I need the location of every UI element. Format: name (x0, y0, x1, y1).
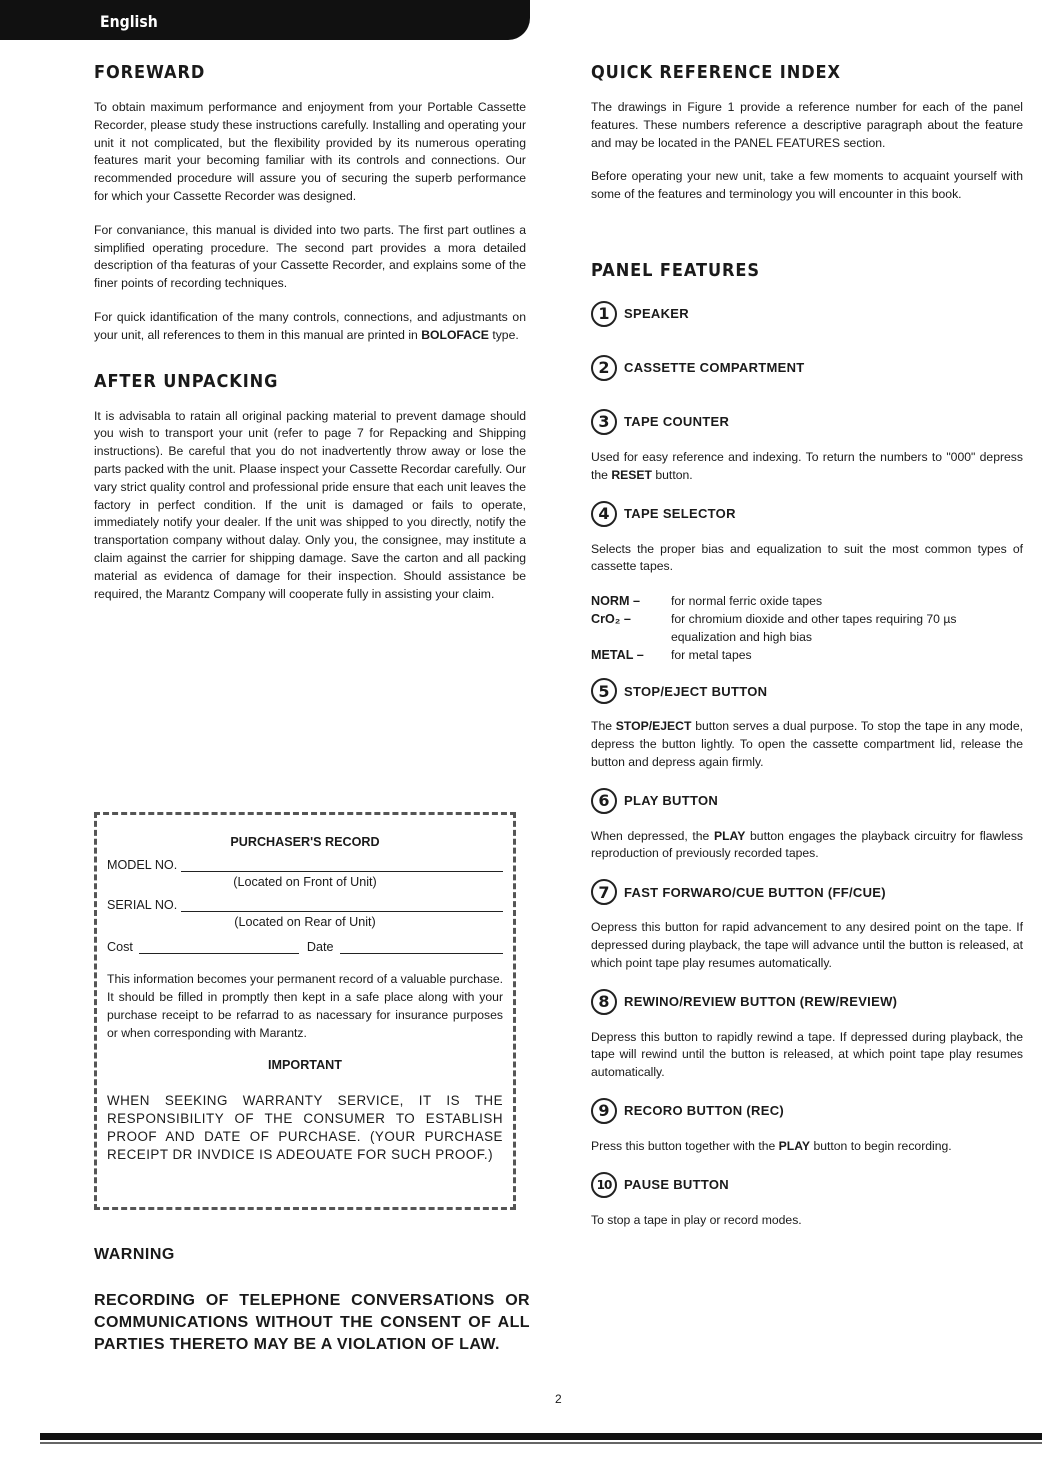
warranty-notice: WHEN SEEKING WARRANTY SERVICE, IT IS THE RESPONSIBILITY OF THE CONSUMER TO ESTABLISH PROOF AND DATE OF PURCHASE. (YOUR PURCHASE RECEIPT DR INVDICE IS ADEOUATE FOR SUCH PROOF.) (107, 1093, 503, 1162)
page-number: 2 (555, 1392, 562, 1406)
rewind-desc: Depress this button to rapidly rewind a tape. If depressed during playback, the tape will rewind until the button is released, at which point tape play resumes automatically. (591, 1029, 1023, 1080)
tape-key: METAL – (591, 648, 644, 663)
feature-label: TAPE COUNTER (624, 414, 730, 430)
play-term: PLAY (778, 1138, 811, 1153)
feature-record (591, 1098, 1023, 1124)
number-1-icon: 1 (591, 301, 617, 327)
serial-field (181, 897, 503, 912)
warning-block (94, 1246, 530, 1356)
number-8-icon: 8 (591, 989, 617, 1015)
tape-selector-desc: Selects the proper bias and equalization to suit the most common types of cassette tapes. (591, 541, 1023, 574)
record-title: PURCHASER'S RECORD (230, 835, 380, 849)
feature-cassette-compartment (591, 355, 1023, 381)
fast-forward-desc: Oepress this button for rapid advancement to any desired point on the tape. If depressed during playback, the tape will advance until the button is released, at which point tape play resumes automatically. (591, 920, 1023, 970)
feature-pause (591, 1172, 1023, 1198)
quick-reference-paragraph-2: Before operating your new unit, take a few moments to acquaint yourself with some of the features and terminology you will encounter in this book. (591, 169, 1023, 202)
panel-features-title: PANEL FEATURES (591, 259, 760, 281)
number-6-icon: 6 (591, 788, 617, 814)
model-field (181, 857, 503, 872)
language-tab (0, 0, 530, 40)
cost-date-row (107, 939, 503, 954)
play-term: PLAY (713, 828, 746, 843)
foreward-title: FOREWARD (94, 62, 206, 83)
left-column (94, 62, 526, 619)
stop-eject-desc (591, 718, 1023, 771)
feature-label: RECORO BUTTON (REC) (624, 1103, 785, 1119)
feature-fast-forward (591, 879, 1023, 905)
desc-text: The (591, 719, 613, 734)
number-5-icon: 5 (591, 678, 617, 704)
date-label: Date (306, 940, 334, 954)
feature-label: PLAY BUTTON (624, 793, 719, 809)
list-item (591, 646, 1023, 664)
serial-label: SERIAL NO. (107, 898, 178, 912)
foreward-paragraph-1: To obtain maximum performance and enjoyment from your Portable Cassette Recorder, please study these instructions carefully. Installing and operating your unit it not complicated, but the flexibility provided by its numerous operating features marit your becoming familiar with its controls and connections. Our recommended procedure will assure you of securing the superb performance for which your Cassette Recorder was designed. (94, 100, 526, 203)
stop-eject-term: STOP/EJECT (615, 719, 692, 734)
desc-text-end: button to begin recording. (813, 1138, 952, 1153)
model-row (107, 857, 503, 872)
desc-text: Press this button together with the (591, 1138, 776, 1153)
bottom-rule (40, 1433, 1042, 1440)
quick-reference-title: QUICK REFERENCE INDEX (591, 62, 841, 83)
number-10-icon: 10 (591, 1172, 617, 1198)
number-4-icon: 4 (591, 501, 617, 527)
number-2-icon: 2 (591, 355, 617, 381)
feature-label: TAPE SELECTOR (624, 506, 736, 522)
tape-type-list (591, 592, 1023, 664)
tape-key: NORM – (591, 594, 640, 609)
foreward-p3-text: For quick idantification of the many controls, connections, and adjustmants on your unit, all references to them in this manual are printed in (94, 309, 526, 342)
feature-label: REWINO/REVIEW BUTTON (REW/REVIEW) (624, 994, 898, 1010)
language-label: English (100, 12, 158, 31)
desc-text-end: button engages the playback circuitry for flawless reproduction of previously recorded tapes. (591, 828, 1024, 861)
model-label: MODEL NO. (107, 858, 178, 872)
reset-term: RESET (611, 467, 652, 482)
tape-key: CrO₂ – (591, 612, 631, 627)
cost-label: Cost (107, 940, 133, 954)
number-7-icon: 7 (591, 879, 617, 905)
feature-tape-selector (591, 501, 1023, 527)
feature-label: FAST FORWARO/CUE BUTTON (FF/CUE) (624, 884, 886, 900)
desc-text-end: button. (655, 467, 693, 482)
serial-row (107, 897, 503, 912)
bottom-rule-thin (40, 1442, 1042, 1444)
feature-speaker (591, 301, 1023, 327)
feature-label: PAUSE BUTTON (624, 1177, 729, 1193)
tape-value: for normal ferric oxide tapes (671, 594, 823, 609)
after-unpacking-paragraph: It is advisabla to ratain all original packing material to prevent damage should you wish to transport your unit (refer to page 7 for Repacking and Shipping instructions). Be careful that you do not inadvertently throw away or lose the parts packed with the unit. Plaase inspect your Cassette Recordar carefully. Our vary strict quality control and professional pride ensure that each unit leaves the factory in perfect condition. If the unit is damaged or fails to operate, immediately notify your dealer. If the unit was shipped to you directly, notify the transportation company without dalay. Only you, the consignee, may institute a claim against the carrier for shipping damage. Save the carton and all packing material as evidenca of damage for their inspection. Should assistance be required, the Marantz Company will cooperate fully in assisting your claim. (94, 408, 526, 601)
important-heading: IMPORTANT (268, 1058, 342, 1072)
feature-label: STOP/EJECT BUTTON (624, 683, 768, 699)
warning-title: WARNING (94, 1246, 175, 1263)
foreward-paragraph-2: For convaniance, this manual is divided into two parts. The first part outlines a simplified operating procedure. The second part provides a mora detailed description of tha featuras of your Cassette Recorder, and explains some of the finer points of recording techniques. (94, 222, 526, 291)
after-unpacking-title: AFTER UNPACKING (94, 370, 279, 392)
record-desc (591, 1138, 1023, 1156)
cost-field (139, 939, 299, 954)
number-9-icon: 9 (591, 1098, 617, 1124)
date-field (340, 939, 503, 954)
feature-stop-eject (591, 678, 1023, 704)
quick-reference-paragraph-1: The drawings in Figure 1 provide a reference number for each of the panel features. These numbers reference a descriptive paragraph about the feature and may be located in the PANEL FEATURES section. (591, 100, 1023, 150)
list-item (591, 592, 1023, 610)
feature-rewind (591, 989, 1023, 1015)
desc-text-end: button serves a dual purpose. To stop the tape in any mode, depress the button lightly. To open the cassette compartment lid, release the button and depress again firmly. (591, 719, 1023, 769)
warning-text: RECORDING OF TELEPHONE CONVERSATIONS OR COMMUNICATIONS WITHOUT THE CONSENT OF ALL PARTIES THERETO MAY BE A VIOLATION OF LAW. (94, 1292, 530, 1353)
model-note: (Located on Front of Unit) (233, 875, 377, 889)
desc-text: When depressed, the (591, 828, 710, 843)
serial-note: (Located on Rear of Unit) (234, 915, 376, 929)
feature-label: CASSETTE COMPARTMENT (624, 360, 805, 376)
right-column (591, 62, 1023, 1246)
tape-value: for chromium dioxide and other tapes requiring 70 µs equalization and high bias (671, 612, 957, 645)
feature-play (591, 788, 1023, 814)
feature-label: SPEAKER (624, 306, 689, 322)
list-item (591, 610, 1023, 646)
play-desc (591, 828, 1023, 864)
number-3-icon: 3 (591, 409, 617, 435)
foreward-paragraph-3 (94, 309, 526, 345)
feature-tape-counter (591, 409, 1023, 435)
tape-value: for metal tapes (671, 648, 752, 663)
purchasers-record-box (94, 812, 516, 1210)
boldface-term: BOLOFACE (421, 327, 489, 342)
tape-counter-desc (591, 449, 1023, 485)
pause-desc: To stop a tape in play or record modes. (591, 1212, 802, 1227)
record-info: This information becomes your permanent record of a valuable purchase. It should be filled in promptly then kept in a safe place along with your purchase receipt to be refarrad to as nacessary for insurance purposes or when corresponding with Marantz. (107, 972, 503, 1040)
desc-text: Used for easy reference and indexing. To return the numbers to "000" depress the (591, 449, 1023, 482)
foreward-p3-end: type. (492, 327, 519, 342)
